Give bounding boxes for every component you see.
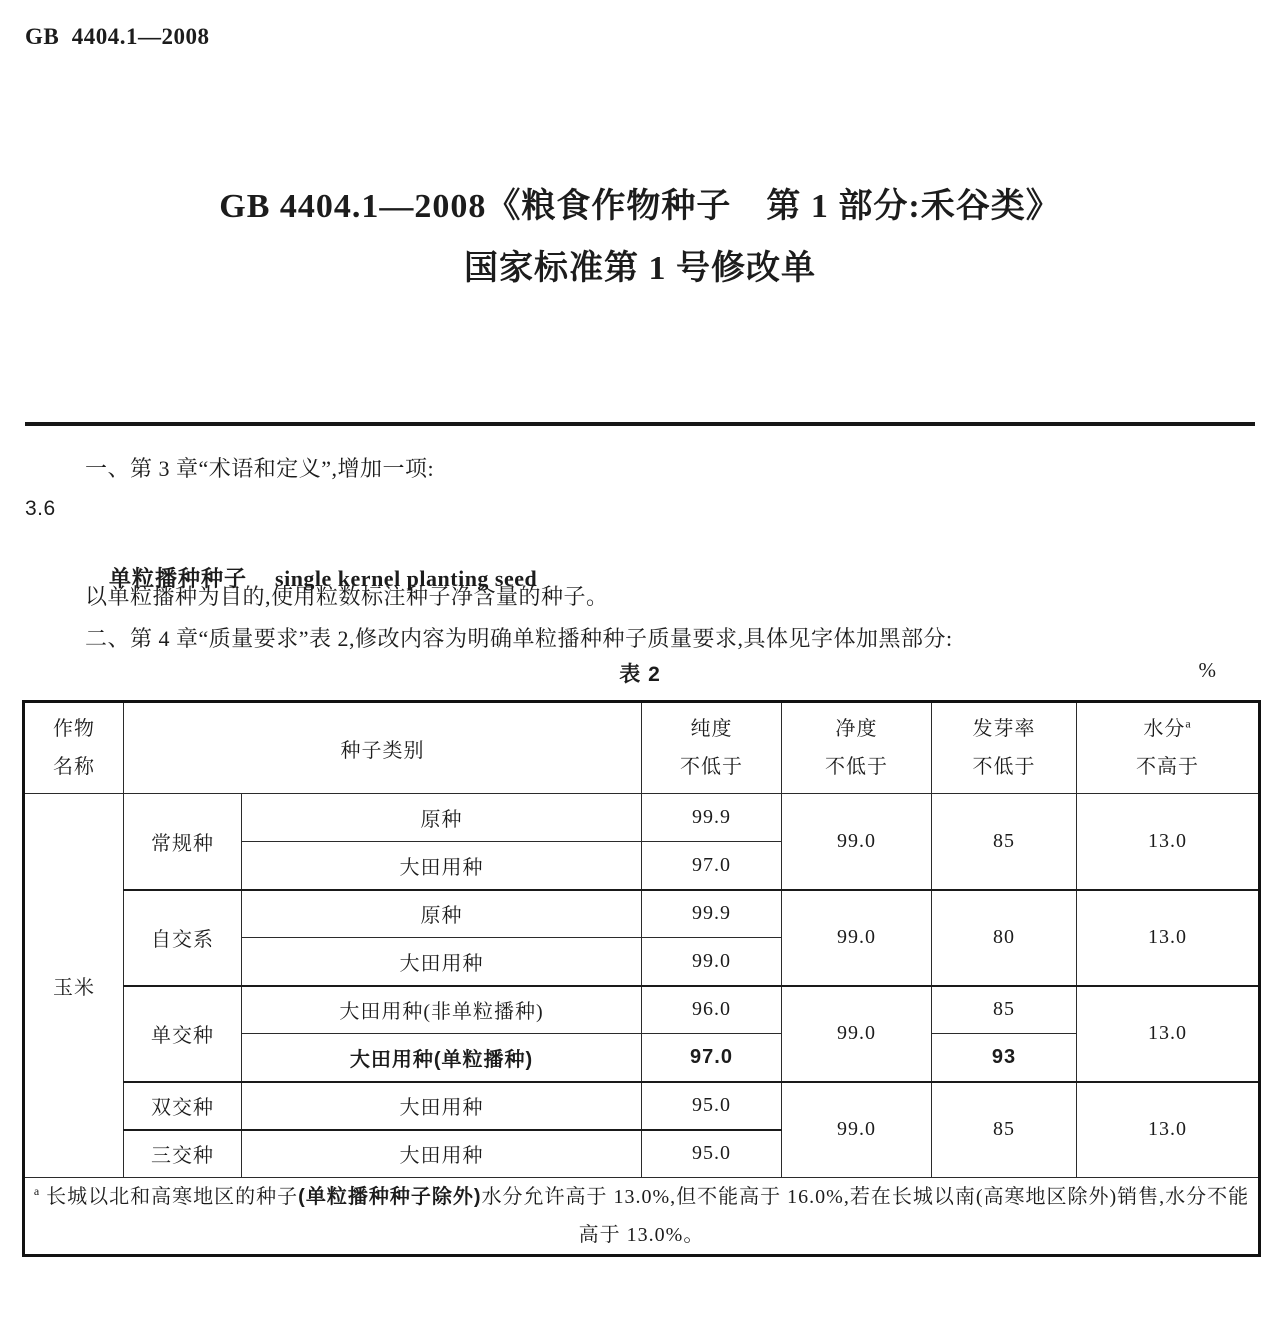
clause-number: 3.6	[25, 497, 56, 520]
purity-cell: 96.0	[642, 986, 782, 1034]
horizontal-rule	[25, 422, 1255, 426]
footnote-bold-segment: (单粒播种种子除外)	[298, 1186, 482, 1208]
quality-requirements-table	[22, 700, 1261, 1257]
category-cell: 双交种	[124, 1082, 242, 1130]
term-english: single kernel planting seed	[275, 566, 538, 591]
table-row	[24, 986, 1260, 1034]
seed-type-cell: 大田用种	[242, 1130, 642, 1178]
term-definition-text: 以单粒播种为目的,使用粒数标注种子净含量的种子。	[85, 584, 609, 609]
seed-type-cell: 原种	[242, 794, 642, 842]
germination-cell: 85	[932, 986, 1077, 1034]
purity-cell: 99.9	[642, 794, 782, 842]
category-cell: 三交种	[124, 1130, 242, 1178]
category-cell: 常规种	[124, 794, 242, 890]
purity-cell: 99.0	[642, 938, 782, 986]
table-footnote: $^a$ 长城以北和高寒地区的种子(单粒播种种子除外)水分允许高于 13.0%,但不能高于 16.0%,若在长城以南(高寒地区除外)销售,水分不能高于 13.0%。	[24, 1178, 1260, 1256]
doc-code: GB 4404.1—2008	[25, 24, 210, 49]
purity-cell: 95.0	[642, 1130, 782, 1178]
seed-type-cell: 大田用种	[242, 1082, 642, 1130]
table-header-row	[24, 702, 1260, 794]
crop-cell: 玉米	[24, 794, 124, 1178]
germination-cell: 80	[932, 890, 1077, 986]
purity-cell: 97.0	[642, 1034, 782, 1082]
purity-cell: 95.0	[642, 1082, 782, 1130]
paragraph-amendment-1: 一、第 3 章“术语和定义”,增加一项:	[85, 456, 435, 481]
germination-cell: 93	[932, 1034, 1077, 1082]
table-row	[24, 794, 1260, 842]
term-chinese: 单粒播种种子	[109, 566, 248, 591]
table-caption-row	[22, 658, 1258, 692]
moisture-cell: 13.0	[1077, 890, 1260, 986]
document-title-line1: GB 4404.1—2008《粮食作物种子 第 1 部分:禾谷类》	[219, 188, 1061, 225]
table-unit-label: %	[1198, 658, 1216, 682]
footnote-marker: a	[1185, 716, 1192, 731]
footnote-marker: a	[33, 1184, 41, 1199]
moisture-cell: 13.0	[1077, 986, 1260, 1082]
header-moisture: 水分$^a$ 不高于	[1077, 702, 1260, 794]
cleanliness-cell: 99.0	[782, 794, 932, 890]
seed-type-cell: 大田用种	[242, 842, 642, 890]
document-title-line2: 国家标准第 1 号修改单	[464, 250, 816, 287]
moisture-cell: 13.0	[1077, 794, 1260, 890]
purity-cell: 97.0	[642, 842, 782, 890]
category-cell: 单交种	[124, 986, 242, 1082]
seed-type-cell: 原种	[242, 890, 642, 938]
cleanliness-cell: 99.0	[782, 890, 932, 986]
table-row	[24, 1082, 1260, 1130]
header-purity: 纯度 不低于	[642, 702, 782, 794]
table-caption: 表 2	[619, 663, 661, 686]
header-cleanliness: 净度 不低于	[782, 702, 932, 794]
cleanliness-cell: 99.0	[782, 1082, 932, 1178]
seed-type-cell: 大田用种(非单粒播种)	[242, 986, 642, 1034]
table-row	[24, 890, 1260, 938]
germination-cell: 85	[932, 794, 1077, 890]
header-crop-name: 作物 名称	[24, 702, 124, 794]
seed-type-cell: 大田用种	[242, 938, 642, 986]
seed-type-cell: 大田用种(单粒播种)	[242, 1034, 642, 1082]
purity-cell: 99.9	[642, 890, 782, 938]
table-footnote-row	[24, 1178, 1260, 1256]
moisture-cell: 13.0	[1077, 1082, 1260, 1178]
category-cell: 自交系	[124, 890, 242, 986]
cleanliness-cell: 99.0	[782, 986, 932, 1082]
header-seed-type: 种子类别	[124, 702, 642, 794]
paragraph-amendment-2: 二、第 4 章“质量要求”表 2,修改内容为明确单粒播种种子质量要求,具体见字体加黑部分:	[85, 626, 953, 651]
header-germination: 发芽率 不低于	[932, 702, 1077, 794]
germination-cell: 85	[932, 1082, 1077, 1178]
